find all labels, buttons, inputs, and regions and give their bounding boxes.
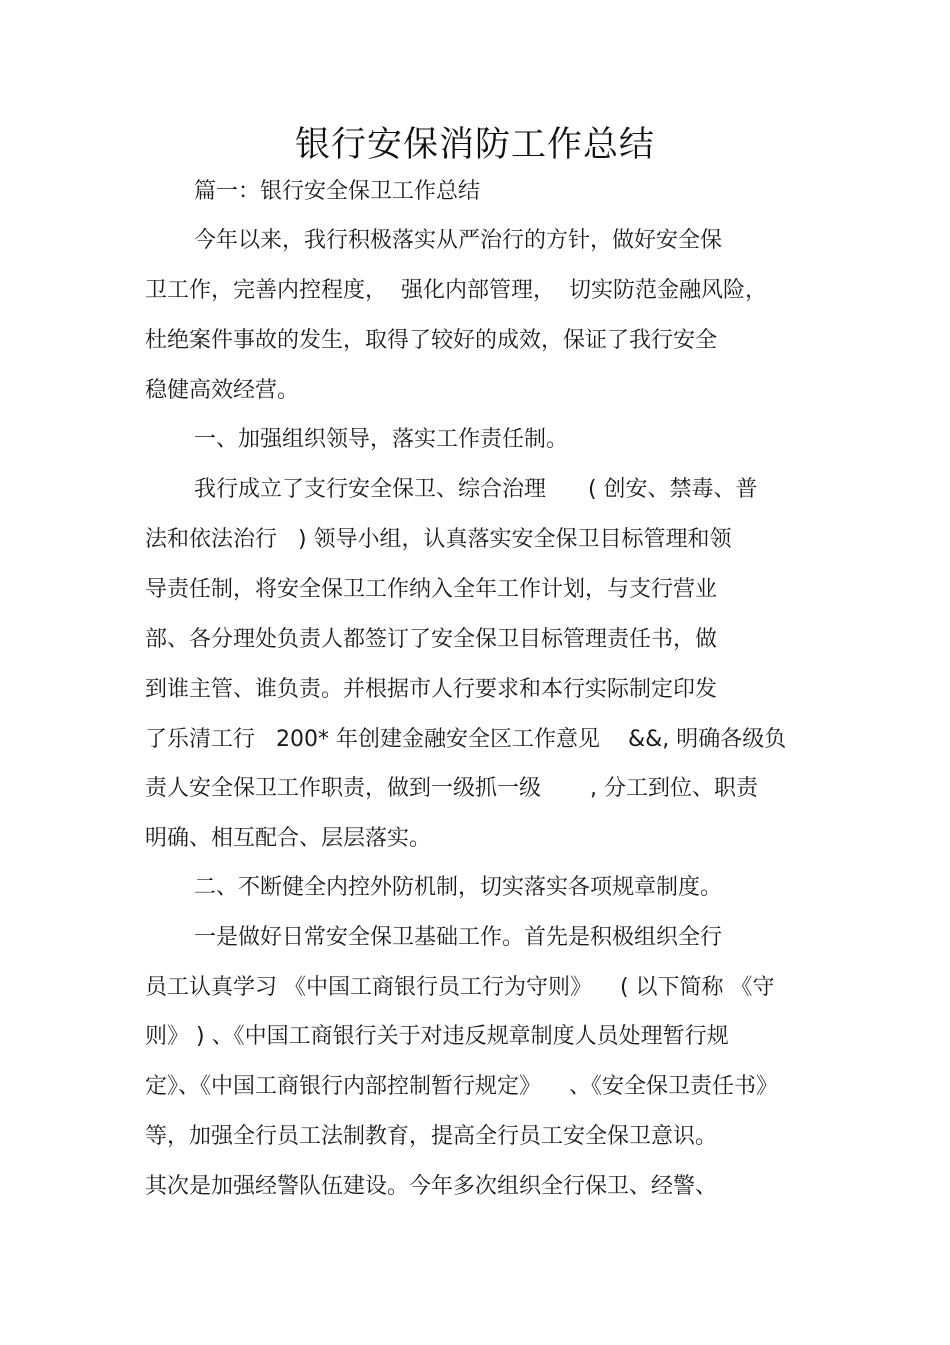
body-line-20: 其次是加强经警队伍建设。今年多次组织全行保卫、经警、 xyxy=(145,1174,718,1199)
body-line-6: 我行成立了支行安全保卫、综合治理 ( 创安、禁毒、普 xyxy=(194,477,758,502)
body-line-17: 则》 ) 、《中国工商银行关于对违反规章制度人员处理暂行规 xyxy=(145,1024,729,1049)
body-line-7: 法和依法治行 ) 领导小组，认真落实安全保卫目标管理和领 xyxy=(145,527,732,552)
body-line-15: 一是做好日常安全保卫基础工作。首先是积极组织全行 xyxy=(194,925,723,950)
section-heading-2: 二、不断健全内控外防机制，切实落实各项规章制度。 xyxy=(194,875,723,900)
body-line-8: 导责任制，将安全保卫工作纳入全年工作计划，与支行营业 xyxy=(145,577,718,602)
body-line-11: 了乐清工行 200* 年创建金融安全区工作意见 &&, 明确各级负 xyxy=(145,727,787,752)
body-line-18: 定》、《中国工商银行内部控制暂行规定》 、《安全保卫责任书》 xyxy=(145,1074,778,1099)
body-line-2: 卫工作，完善内控程度， 强化内部管理， 切实防范金融风险， xyxy=(145,278,767,303)
body-line-16: 员工认真学习 《中国工商银行员工行为守则》 ( 以下简称 《守 xyxy=(145,975,775,1000)
body-line-13: 明确、相互配合、层层落实。 xyxy=(145,826,432,851)
body-line-4: 稳健高效经营。 xyxy=(145,378,300,403)
document-title: 银行安保消防工作总结 xyxy=(294,125,655,165)
body-line-10: 到谁主管、谁负责。并根据市人行要求和本行实际制定印发 xyxy=(145,677,718,702)
body-line-9: 部、各分理处负责人都签订了安全保卫目标管理责任书，做 xyxy=(145,627,718,652)
body-line-19: 等，加强全行员工法制教育，提高全行员工安全保卫意识。 xyxy=(145,1124,718,1149)
body-line-3: 杜绝案件事故的发生，取得了较好的成效，保证了我行安全 xyxy=(145,328,718,353)
body-line-12: 责人安全保卫工作职责，做到一级抓一级 , 分工到位、职责 xyxy=(145,776,758,801)
section-heading-1: 一、加强组织领导，落实工作责任制。 xyxy=(194,427,569,452)
body-line-1: 今年以来，我行积极落实从严治行的方针，做好安全保 xyxy=(194,228,723,253)
subtitle-line: 篇一：银行安全保卫工作总结 xyxy=(194,179,481,204)
